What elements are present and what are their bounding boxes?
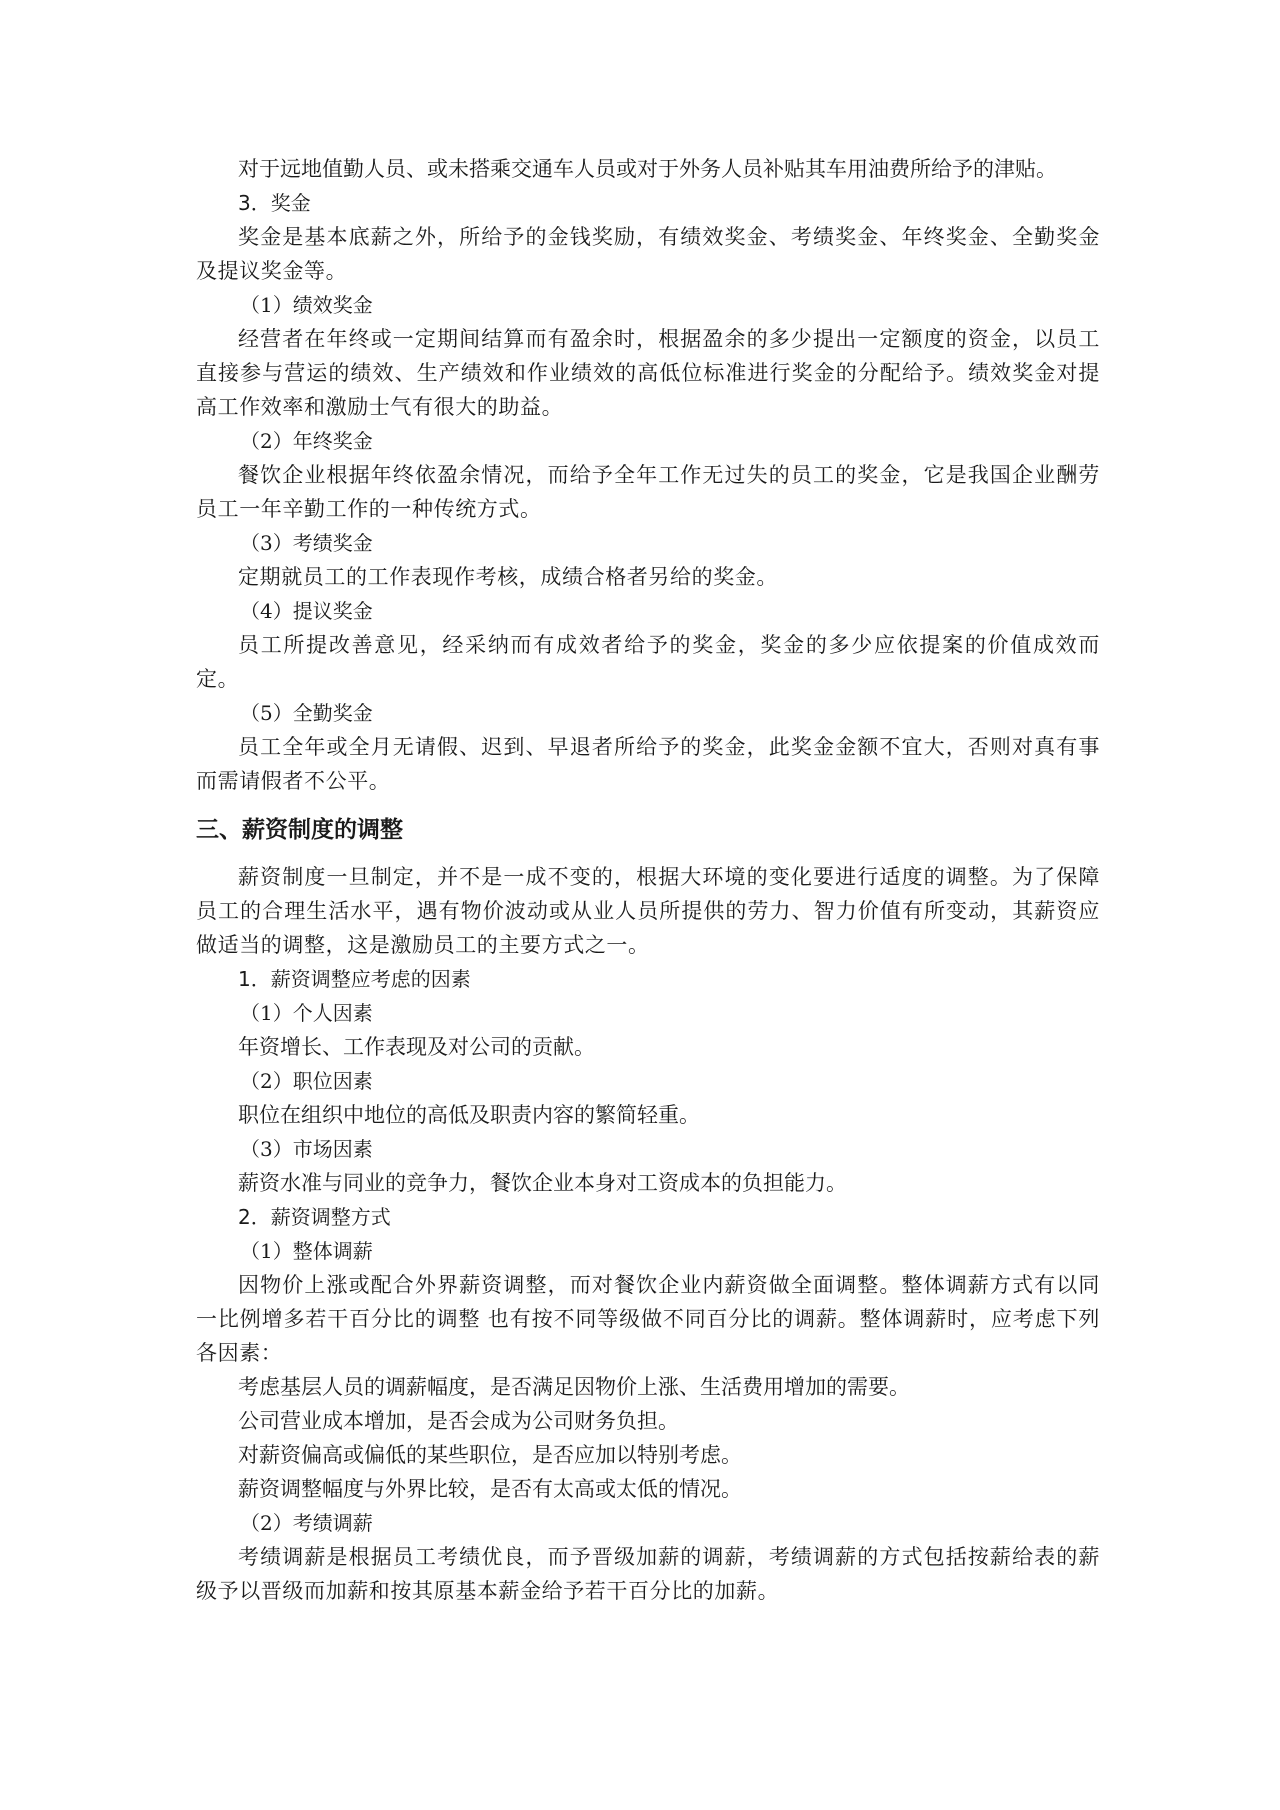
paragraph-bonus-intro: 奖金是基本底薪之外，所给予的金钱奖励，有绩效奖金、考绩奖金、年终奖金、全勤奖金及提议奖金等。: [196, 225, 1100, 283]
paragraph-allowance: 对于远地值勤人员、或未搭乘交通车人员或对于外务人员补贴其车用油费所给予的津贴。: [238, 157, 1057, 181]
text-consideration-4: 薪资调整幅度与外界比较，是否有太高或太低的情况。: [238, 1477, 742, 1501]
item-appraisal-bonus: （3）考绩奖金: [240, 531, 373, 555]
document-page: [196, 152, 1100, 1608]
item-suggestion-bonus: （4）提议奖金: [240, 599, 373, 623]
paragraph-appraisal-adjustment: 考绩调薪是根据员工考绩优良，而予晋级加薪的调薪，考绩调薪的方式包括按薪给表的薪级予以晋级而加薪和按其原基本薪金给予若干百分比的加薪。: [196, 1545, 1100, 1603]
text-consideration-1: 考虑基层人员的调薪幅度，是否满足因物价上涨、生活费用增加的需要。: [238, 1375, 910, 1399]
item-performance-bonus: （1）绩效奖金: [240, 293, 373, 317]
item-personal-factor: （1）个人因素: [240, 1001, 373, 1025]
section-heading-salary-adjustment: 三、薪资制度的调整: [196, 817, 403, 843]
text-consideration-2: 公司营业成本增加，是否会成为公司财务负担。: [238, 1409, 679, 1433]
text-consideration-3: 对薪资偏高或偏低的某些职位，是否应加以特别考虑。: [238, 1443, 742, 1467]
subheading-bonus: 3．奖金: [238, 191, 311, 215]
item-attendance-bonus: （5）全勤奖金: [240, 701, 373, 725]
paragraph-overall-adjustment: 因物价上涨或配合外界薪资调整，而对餐饮企业内薪资做全面调整。整体调薪方式有以同一比例增多若干百分比的调整 也有按不同等级做不同百分比的调薪。整体调薪时，应考虑下列各因素：: [196, 1273, 1100, 1365]
paragraph-salary-adjustment: 薪资制度一旦制定，并不是一成不变的，根据大环境的变化要进行适度的调整。为了保障员工的合理生活水平，遇有物价波动或从业人员所提供的劳力、智力价值有所变动，其薪资应做适当的调整，这是激励员工的主要方式之一。: [196, 865, 1100, 957]
subheading-adjustment-factors: 1．薪资调整应考虑的因素: [238, 967, 471, 991]
text-personal-factor: 年资增长、工作表现及对公司的贡献。: [238, 1035, 595, 1059]
item-appraisal-adjustment: （2）考绩调薪: [240, 1511, 373, 1535]
paragraph-suggestion-bonus: 员工所提改善意见，经采纳而有成效者给予的奖金，奖金的多少应依提案的价值成效而定。: [196, 633, 1100, 691]
paragraph-appraisal-bonus: 定期就员工的工作表现作考核，成绩合格者另给的奖金。: [238, 565, 778, 589]
paragraph-year-end-bonus: 餐饮企业根据年终依盈余情况，而给予全年工作无过失的员工的奖金，它是我国企业酬劳员工一年辛勤工作的一种传统方式。: [196, 463, 1100, 521]
text-position-factor: 职位在组织中地位的高低及职责内容的繁简轻重。: [238, 1103, 700, 1127]
item-year-end-bonus: （2）年终奖金: [240, 429, 373, 453]
subheading-adjustment-methods: 2．薪资调整方式: [238, 1205, 391, 1229]
text-market-factor: 薪资水准与同业的竞争力，餐饮企业本身对工资成本的负担能力。: [238, 1171, 847, 1195]
item-position-factor: （2）职位因素: [240, 1069, 373, 1093]
item-overall-adjustment: （1）整体调薪: [240, 1239, 373, 1263]
paragraph-performance-bonus: 经营者在年终或一定期间结算而有盈余时，根据盈余的多少提出一定额度的资金，以员工直接参与营运的绩效、生产绩效和作业绩效的高低位标准进行奖金的分配给予。绩效奖金对提高工作效率和激励士气有很大的助益。: [196, 327, 1100, 419]
item-market-factor: （3）市场因素: [240, 1137, 373, 1161]
paragraph-attendance-bonus: 员工全年或全月无请假、迟到、早退者所给予的奖金，此奖金金额不宜大，否则对真有事而需请假者不公平。: [196, 735, 1100, 793]
